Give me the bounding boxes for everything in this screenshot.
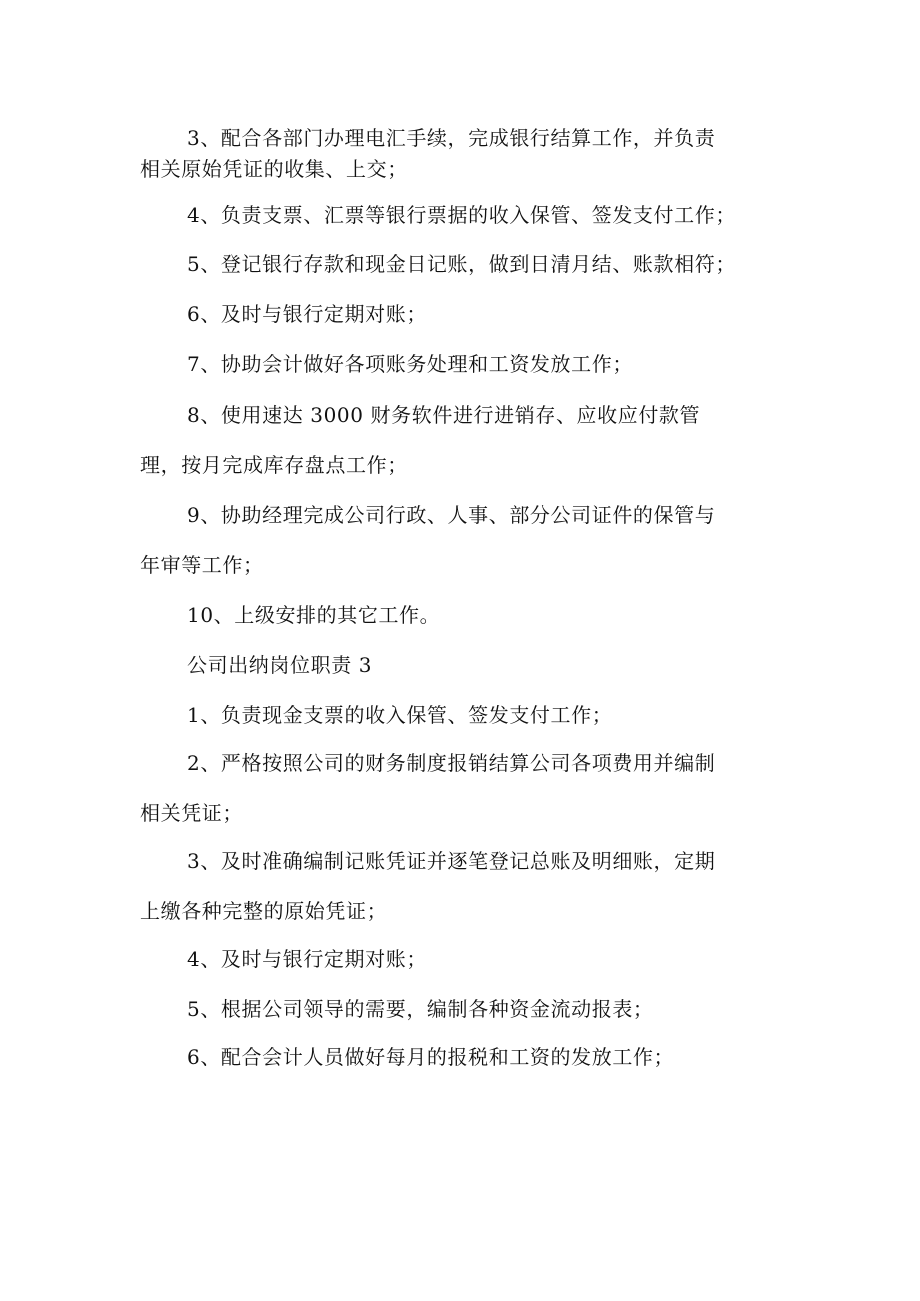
section3-item-5: 5、根据公司领导的需要，编制各种资金流动报表；	[187, 997, 654, 1021]
section3-item-4: 4、及时与银行定期对账；	[187, 947, 427, 971]
section3-item-3-line-2: 上缴各种完整的原始凭证；	[140, 899, 388, 923]
duty-item-4: 4、负责支票、汇票等银行票据的收入保管、签发支付工作；	[187, 203, 736, 227]
duty-item-5: 5、登记银行存款和现金日记账，做到日清月结、账款相符；	[187, 252, 736, 276]
section3-item-2-line-2: 相关凭证；	[140, 801, 243, 825]
duty-item-7: 7、协助会计做好各项账务处理和工资发放工作；	[187, 352, 633, 376]
duty-item-9-line-1: 9、协助经理完成公司行政、人事、部分公司证件的保管与	[187, 503, 716, 527]
duty-item-9-line-2: 年审等工作；	[140, 553, 264, 577]
duty-item-10: 10、上级安排的其它工作。	[187, 603, 441, 627]
duty-item-6: 6、及时与银行定期对账；	[187, 302, 427, 326]
duty-item-8-line-1: 8、使用速达 3000 财务软件进行进销存、应收应付款管	[187, 403, 701, 427]
duty-item-8-line-2: 理，按月完成库存盘点工作；	[140, 453, 408, 477]
section3-item-6: 6、配合会计人员做好每月的报税和工资的发放工作；	[187, 1045, 675, 1069]
section3-item-3-line-1: 3、及时准确编制记账凭证并逐笔登记总账及明细账，定期	[187, 849, 716, 873]
duty-item-3-line-2: 相关原始凭证的收集、上交；	[140, 157, 408, 181]
section-heading: 公司出纳岗位职责 3	[187, 653, 373, 677]
section3-item-1: 1、负责现金支票的收入保管、签发支付工作；	[187, 703, 613, 727]
duty-item-3-line-1: 3、配合各部门办理电汇手续，完成银行结算工作，并负责	[187, 126, 716, 150]
section3-item-2-line-1: 2、严格按照公司的财务制度报销结算公司各项费用并编制	[187, 751, 716, 775]
